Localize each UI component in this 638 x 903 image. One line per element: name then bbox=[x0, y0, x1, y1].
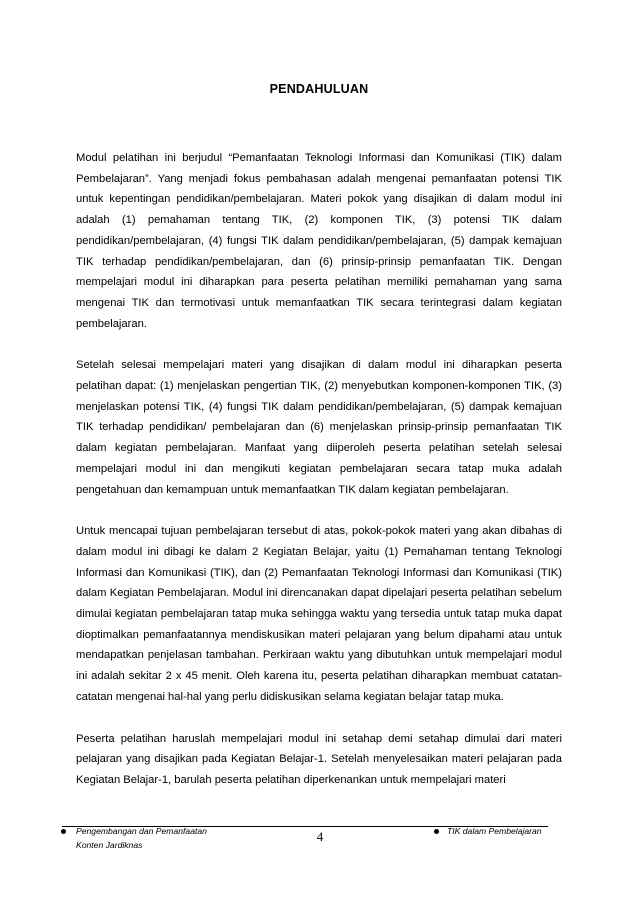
paragraph-3: Untuk mencapai tujuan pembelajaran tersebut di atas, pokok-pokok materi yang akan dibahas di dalam modul ini dibagi ke dalam 2 Kegiatan Belajar, yaitu (1) Pemahaman tentang Teknologi Informasi dan Komunikasi (TIK), dan (2) Pemanfaatan Teknologi Informasi dan Komunikasi (TIK) dalam Kegiatan Pembelajaran. Modul ini direncanakan dapat dipelajari peserta pelatihan sebelum dimulai kegiatan pembelajaran tatap muka sehingga waktu yang tersedia untuk tatap muka dapat dioptimalkan pemanfaatannya mendiskusikan materi pelajaran yang belum dipahami atau untuk mendapatkan penjelasan tambahan. Perkiraan waktu yang dibutuhkan untuk mempelajari modul ini adalah sekitar 2 x 45 menit. Oleh karena itu, peserta pelatihan diharapkan membuat catatan-catatan mengenai hal-hal yang perlu didiskusikan selama kegiatan belajar tatap muka. bbox=[76, 525, 562, 703]
paragraph-2: Setelah selesai mempelajari materi yang disajikan di dalam modul ini diharapkan peserta pelatihan dapat: (1) menjelaskan pengertian TIK, (2) menyebutkan komponen-komponen TIK, (3) menjelaskan potensi TIK, (4) fungsi TIK dalam pendidikan/pembelajaran, (5) dampak kemajuan TIK terhadap pendidikan/ pembelajaran dan (6) menjelaskan prinsip-prinsip pemanfaatan TIK dalam kegiatan pembelajaran. Manfaat yang diiperoleh peserta pelatihan setelah selesai mempelajari modul ini dan mengikuti kegiatan pembelajaran secara tatap muka adalah pengetahuan dan kemampuan untuk memanfaatkan TIK dalam kegiatan pembelajaran. bbox=[76, 359, 562, 496]
paragraph-4: Peserta pelatihan haruslah mempelajari modul ini setahap demi setahap dimulai dari materi pelajaran yang disajikan pada Kegiatan Belajar-1. Setelah menyelesaikan materi pelajaran pada Kegiatan Belajar-1, barulah peserta pelatihan diperkenankan untuk mempelajari materi bbox=[76, 732, 562, 786]
footer-right-text: TIK dalam Pembelajaran bbox=[447, 826, 542, 836]
paragraph-1: Modul pelatihan ini berjudul “Pemanfaatan Teknologi Informasi dan Komunikasi (TIK) dalam Pembelajaran”. Yang menjadi fokus pembahasan adalah mengenai pemanfaatan potensi TIK untuk kepentingan pendidikan/pembelajaran. Materi pokok yang disajikan di dalam modul ini adalah (1) pemahaman tentang TIK, (2) komponen TIK, (3) potensi TIK dalam pendidikan/pembelajaran, (4) fungsi TIK dalam pendidikan/pembelajaran, (5) dampak kemajuan TIK terhadap pendidikan/pembelajaran, dan (6) prinsip-prinsip pemanfaatan TIK. Dengan mempelajari modul ini diharapkan para peserta pelatihan memiliki pemahaman yang sama mengenai TIK dan termotivasi untuk memanfaatkan TIK secara terintegrasi dalam kegiatan pembelajaran. bbox=[76, 152, 562, 330]
footer-bullet-left-icon bbox=[61, 829, 66, 834]
footer-left-line2: Konten Jardiknas bbox=[76, 840, 143, 850]
footer-left-text bbox=[76, 824, 207, 852]
page-number: 4 bbox=[316, 829, 324, 844]
footer-left-line1: Pengembangan dan Pemanfaatan bbox=[76, 826, 207, 836]
page-title: PENDAHULUAN bbox=[269, 82, 369, 96]
footer-bullet-right-icon bbox=[434, 829, 439, 834]
body-text bbox=[76, 148, 562, 812]
